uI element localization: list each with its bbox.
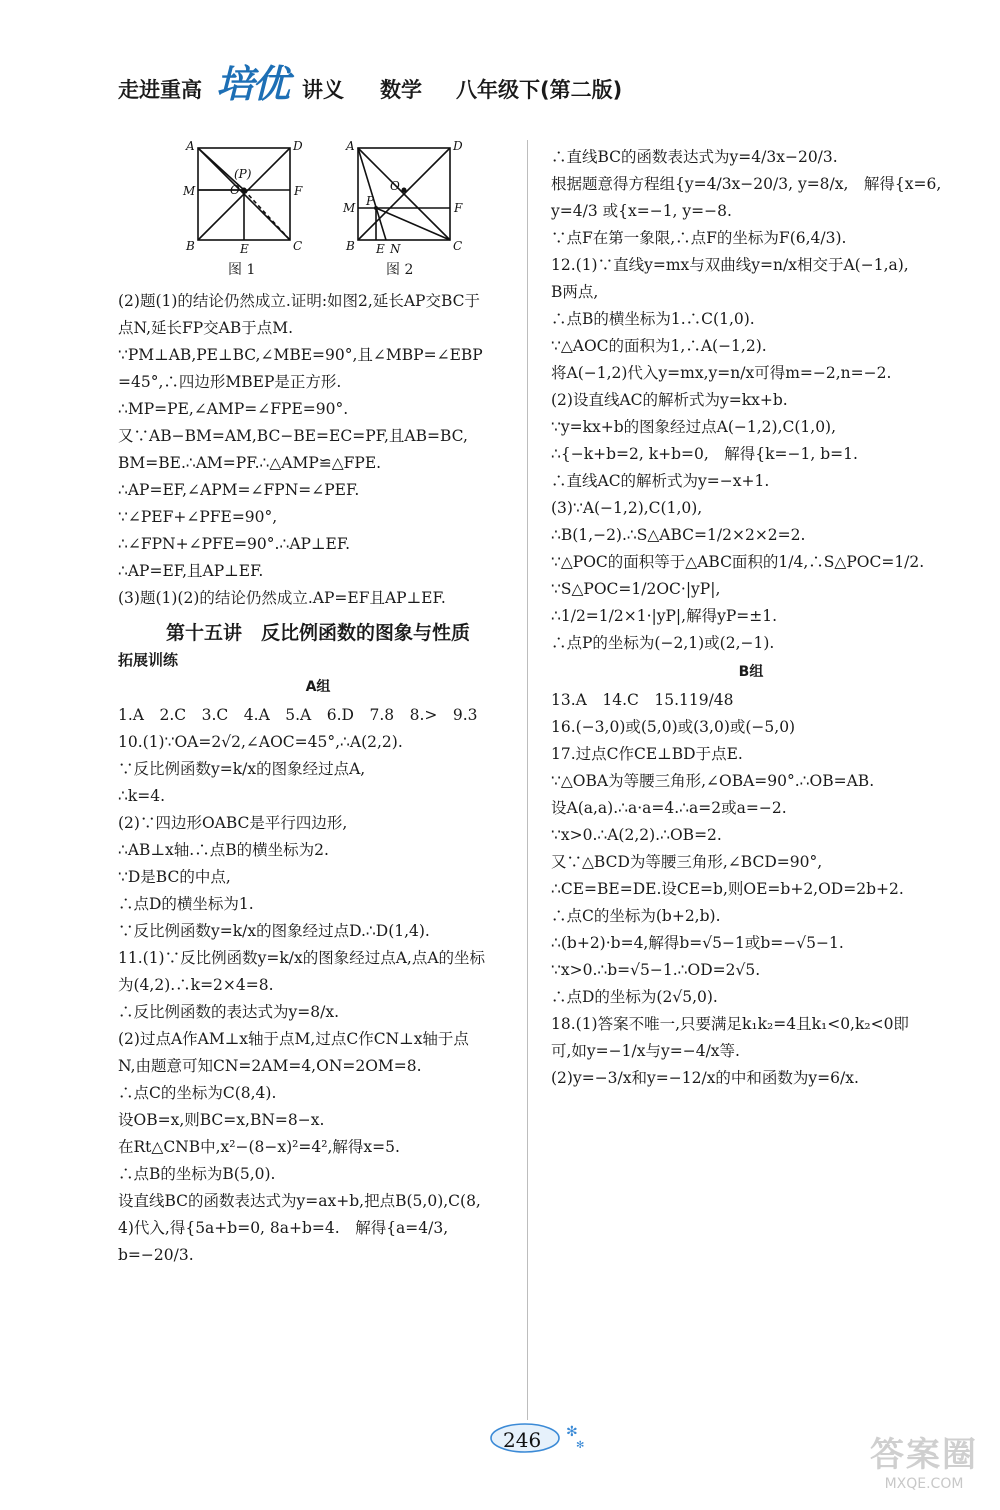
- page-header: [118, 58, 622, 104]
- fig2-label-e: E: [376, 242, 385, 256]
- text-line: ∵点F在第一象限,∴点F的坐标为F(6,4/3).: [551, 229, 847, 247]
- series-sub: 讲义: [302, 78, 345, 102]
- text-line: 13.A 14.C 15.119/48: [551, 691, 734, 709]
- text-line: ∴直线BC的函数表达式为y=4/3x−20/3.: [551, 148, 838, 166]
- text-line: 18.(1)答案不唯一,只要满足k₁k₂=4且k₁<0,k₂<0即: [551, 1015, 909, 1033]
- fig2-label-m: M: [343, 201, 356, 215]
- text-line: ∴点C的坐标为C(8,4).: [118, 1084, 277, 1102]
- text-line: 根据题意得方程组{y=4/3x−20/3, y=8/x, 解得{x=6, y=4/3 或{x=−1, y=−8.: [551, 175, 947, 220]
- text-line: ∴AP=EF,∠APM=∠FPN=∠PEF.: [118, 481, 360, 499]
- text-line: ∴AP=EF,且AP⊥EF.: [118, 562, 264, 580]
- text-line: ∴∠FPN+∠PFE=90°.∴AP⊥EF.: [118, 535, 351, 553]
- text-line: BM=BE.∴AM=PF.∴△AMP≌△FPE.: [118, 454, 382, 472]
- text-line: 为(4,2).∴k=2×4=8.: [118, 976, 274, 994]
- text-line: (2)过点A作AM⊥x轴于点M,过点C作CN⊥x轴于点: [118, 1030, 469, 1048]
- text-line: ∴点B的坐标为B(5,0).: [118, 1165, 276, 1183]
- fig2-label-p: P: [366, 194, 375, 208]
- fig1-label-o: O: [230, 183, 240, 197]
- fig2-label-a: A: [346, 139, 355, 153]
- text-line: ∴AB⊥x轴.∴点B的横坐标为2.: [118, 841, 329, 859]
- text-line: (3)题(1)(2)的结论仍然成立.AP=EF且AP⊥EF.: [118, 589, 446, 607]
- fig1-label-f: F: [294, 184, 303, 198]
- text-line: ∵反比例函数y=k/x的图象经过点A,: [118, 760, 366, 778]
- page-number: 246: [503, 1428, 542, 1452]
- text-line: ∵PM⊥AB,PE⊥BC,∠MBE=90°,且∠MBP=∠EBP: [118, 346, 483, 364]
- grade-label: 八年级下(第二版): [456, 78, 623, 102]
- text-line: ∵S△POC=1/2OC·|yP|,: [551, 580, 721, 598]
- text-line: ∴MP=PE,∠AMP=∠FPE=90°.: [118, 400, 349, 418]
- fig1-label-b: B: [186, 239, 195, 253]
- text-line: (3)∵A(−1,2),C(1,0),: [551, 499, 703, 517]
- text-line: 10.(1)∵OA=2√2,∠AOC=45°,∴A(2,2).: [118, 733, 403, 751]
- right-column: [551, 144, 951, 1092]
- watermark: [870, 1427, 978, 1492]
- left-column: [118, 288, 518, 1269]
- brand-logo: 培优: [216, 62, 289, 106]
- text-line: ∴k=4.: [118, 787, 166, 805]
- svg-text:✻: ✻: [566, 1424, 578, 1440]
- text-line: 可,如y=−1/x与y=−4/x等.: [551, 1042, 740, 1060]
- fig2-label-b: B: [346, 239, 355, 253]
- fig2-label-d: D: [453, 139, 463, 153]
- text-line: (2)设直线AC的解析式为y=kx+b.: [551, 391, 788, 409]
- fig1-label-c: C: [293, 239, 303, 253]
- text-line: ∴点D的坐标为(2√5,0).: [551, 988, 718, 1006]
- text-line: 17.过点C作CE⊥BD于点E.: [551, 745, 743, 763]
- section-title: 第十五讲 反比例函数的图象与性质: [165, 622, 470, 644]
- fig1-label-m: M: [183, 184, 196, 198]
- text-line: (2)y=−3/x和y=−12/x的中和函数为y=6/x.: [551, 1069, 859, 1087]
- group-a-heading: A组: [305, 679, 331, 695]
- fig1-label-p: (P): [234, 167, 252, 181]
- text-line: 11.(1)∵反比例函数y=k/x的图象经过点A,点A的坐标: [118, 949, 486, 967]
- text-line: 16.(−3,0)或(5,0)或(3,0)或(−5,0): [551, 718, 796, 736]
- text-line: ∴反比例函数的表达式为y=8/x.: [118, 1003, 339, 1021]
- figure-2: [338, 138, 468, 258]
- fig2-label-c: C: [453, 239, 463, 253]
- fig2-label-o: O: [390, 179, 400, 193]
- subject-label: 数学: [380, 78, 423, 102]
- text-line: N,由题意可知CN=2AM=4,ON=2OM=8.: [118, 1057, 422, 1075]
- text-line: ∴B(1,−2).∴S△ABC=1/2×2×2=2.: [551, 526, 806, 544]
- text-line: 设直线BC的函数表达式为y=ax+b,把点B(5,0),C(8,: [118, 1192, 481, 1210]
- text-line: =45°,∴四边形MBEP是正方形.: [118, 373, 342, 391]
- text-line: ∵△AOC的面积为1,∴A(−1,2).: [551, 337, 767, 355]
- watermark-title: 答案圈: [870, 1435, 978, 1475]
- text-line: B两点,: [551, 283, 599, 301]
- text-line: 1.A 2.C 3.C 4.A 5.A 6.D 7.8 8.> 9.3: [118, 706, 478, 724]
- text-line: ∵D是BC的中点,: [118, 868, 231, 886]
- text-line: 将A(−1,2)代入y=mx,y=n/x可得m=−2,n=−2.: [551, 364, 892, 382]
- text-line: ∴点D的横坐标为1.: [118, 895, 254, 913]
- fig2-label-f: F: [454, 201, 463, 215]
- text-line: 点N,延长FP交AB于点M.: [118, 319, 294, 337]
- fig1-label-a: A: [186, 139, 195, 153]
- text-line: ∴点B的横坐标为1.∴C(1,0).: [551, 310, 755, 328]
- text-line: ∴直线AC的解析式为y=−x+1.: [551, 472, 770, 490]
- svg-text:✻: ✻: [576, 1440, 585, 1451]
- text-line: ∴点P的坐标为(−2,1)或(2,−1).: [551, 634, 775, 652]
- text-line: 设A(a,a).∴a·a=4.∴a=2或a=−2.: [551, 799, 787, 817]
- column-divider: [527, 140, 528, 1420]
- text-line: 4)代入,得{5a+b=0, 8a+b=4. 解得{a=4/3, b=−20/3.: [118, 1219, 454, 1264]
- text-line: ∵x>0.∴A(2,2).∴OB=2.: [551, 826, 722, 844]
- text-line: 设OB=x,则BC=x,BN=8−x.: [118, 1111, 325, 1129]
- text-line: 12.(1)∵直线y=mx与双曲线y=n/x相交于A(−1,a),: [551, 256, 909, 274]
- text-line: ∴点C的坐标为(b+2,b).: [551, 907, 721, 925]
- fig1-label-e: E: [240, 242, 249, 256]
- text-line: ∵y=kx+b的图象经过点A(−1,2),C(1,0),: [551, 418, 837, 436]
- text-line: ∵∠PEF+∠PFE=90°,: [118, 508, 278, 526]
- fig1-label-d: D: [293, 139, 303, 153]
- watermark-url: MXQE.COM: [884, 1476, 964, 1492]
- text-line: (2)题(1)的结论仍然成立.证明:如图2,延长AP交BC于: [118, 292, 481, 310]
- text-line: ∴1/2=1/2×1·|yP|,解得yP=±1.: [551, 607, 778, 625]
- text-line: ∴CE=BE=DE.设CE=b,则OE=b+2,OD=2b+2.: [551, 880, 904, 898]
- group-b-heading: B组: [738, 664, 764, 680]
- text-line: ∵x>0.∴b=√5−1.∴OD=2√5.: [551, 961, 761, 979]
- figure-1-caption: 图 1: [228, 262, 256, 278]
- text-line: ∵△POC的面积等于△ABC面积的1/4,∴S△POC=1/2.: [551, 553, 925, 571]
- text-line: 又∵AB−BM=AM,BC−BE=EC=PF,且AB=BC,: [118, 427, 468, 445]
- fig2-label-n: N: [390, 242, 401, 256]
- text-line: ∴{−k+b=2, k+b=0, 解得{k=−1, b=1.: [551, 445, 858, 463]
- text-line: 在Rt△CNB中,x²−(8−x)²=4²,解得x=5.: [118, 1138, 400, 1156]
- text-line: 又∵△BCD为等腰三角形,∠BCD=90°,: [551, 853, 823, 871]
- series-name: 走进重高: [118, 78, 202, 102]
- text-line: ∵△OBA为等腰三角形,∠OBA=90°.∴OB=AB.: [551, 772, 875, 790]
- figure-1: [178, 138, 308, 258]
- text-line: ∴(b+2)·b=4,解得b=√5−1或b=−√5−1.: [551, 934, 844, 952]
- figure-2-caption: 图 2: [386, 262, 414, 278]
- sub-title: 拓展训练: [118, 651, 179, 669]
- text-line: ∵反比例函数y=k/x的图象经过点D.∴D(1,4).: [118, 922, 430, 940]
- text-line: (2)∵四边形OABC是平行四边形,: [118, 814, 348, 832]
